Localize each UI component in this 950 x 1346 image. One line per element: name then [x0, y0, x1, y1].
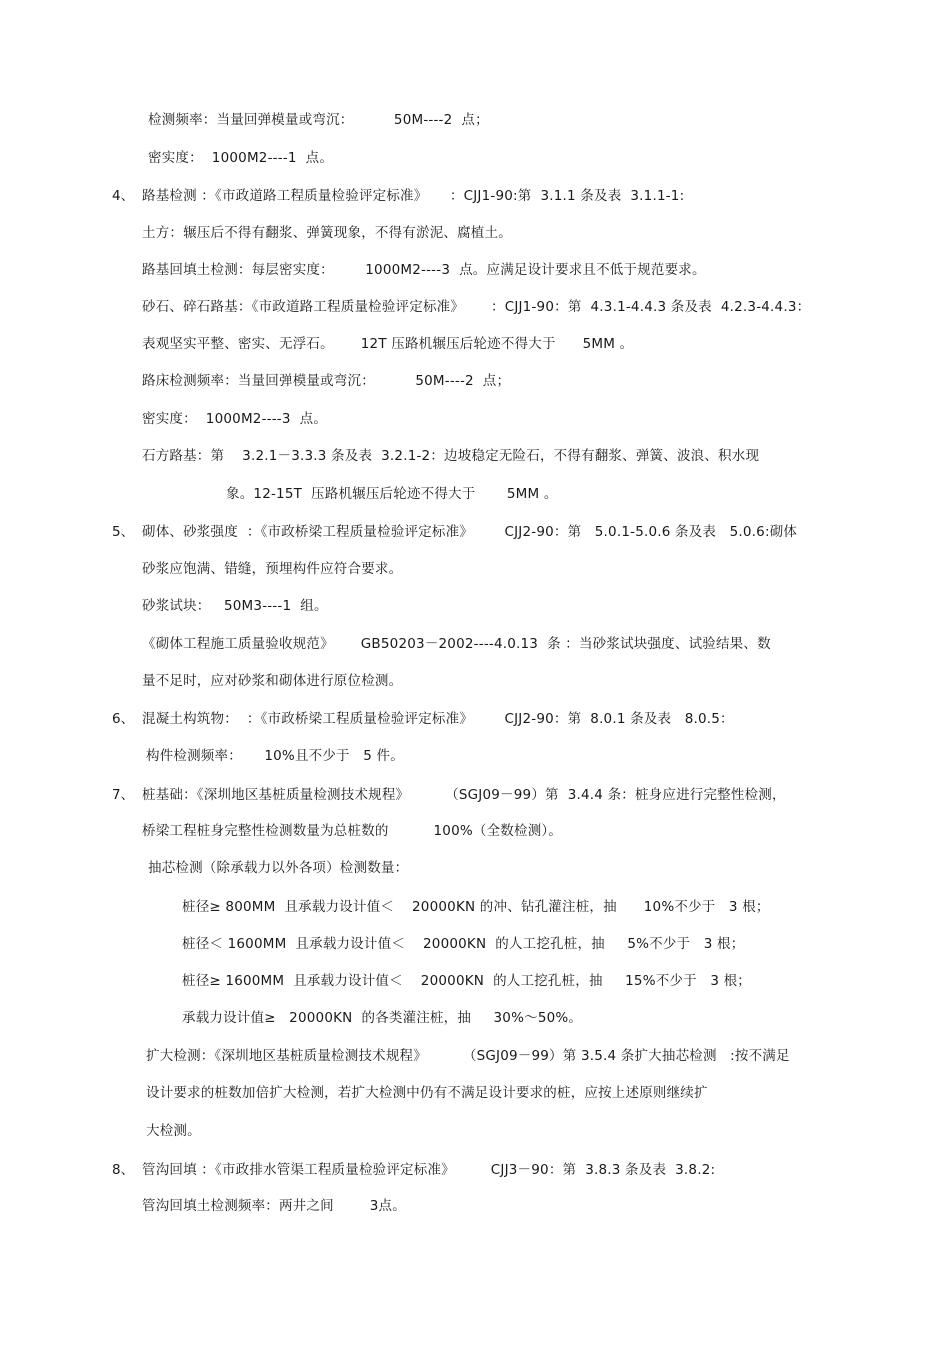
text-line: 密实度： 1000M2----1 点。	[148, 150, 334, 166]
text-line: 抽芯检测（除承载力以外各项）检测数量：	[148, 860, 409, 876]
text-line: 砌体、砂浆强度 ：《市政桥梁工程质量检验评定标准》 CJJ2-90：第 5.0.1-5.0.6 条及表 5.0.6:砌体	[142, 524, 798, 540]
text-line: 混凝土构筑物： ：《市政桥梁工程质量检验评定标准》 CJJ2-90：第 8.0.1 条及表 8.0.5：	[142, 711, 734, 727]
text-line: 设计要求的桩数加倍扩大检测，若扩大检测中仍有不满足设计要求的桩，应按上述原则继续扩	[146, 1085, 708, 1101]
item-number: 4、	[112, 188, 135, 204]
text-line: 构件检测频率： 10%且不少于 5 件。	[146, 748, 404, 764]
item-number: 7、	[112, 787, 135, 803]
text-line: 砂石、碎石路基：《市政道路工程质量检验评定标准》 ：CJJ1-90：第 4.3.1-4.4.3 条及表 4.2.3-4.4.3：	[142, 299, 811, 315]
text-line: 扩大检测：《深圳地区基桩质量检测技术规程》 （SGJ09－99）第 3.5.4 条扩大抽芯检测 :按不满足	[146, 1048, 790, 1064]
text-line: 土方：辗压后不得有翻浆、弹簧现象，不得有淤泥、腐植土。	[142, 225, 512, 241]
text-line: 量不足时，应对砂浆和砌体进行原位检测。	[142, 673, 403, 689]
text-line: 管沟回填 ：《市政排水管渠工程质量检验评定标准》 CJJ3－90：第 3.8.3 条及表 3.8.2:	[142, 1162, 716, 1178]
item-number: 8、	[112, 1162, 135, 1178]
text-line: 砂浆应饱满、错缝，预埋构件应符合要求。	[142, 561, 403, 577]
text-line: 象。12-15T 压路机辗压后轮迹不得大于 5MM 。	[226, 486, 558, 502]
text-line: 密实度： 1000M2----3 点。	[142, 411, 328, 427]
text-line: 路基回填土检测：每层密实度： 1000M2----3 点。应满足设计要求且不低于规范要求。	[142, 262, 706, 278]
text-line: 砂浆试块： 50M3----1 组。	[142, 598, 328, 614]
item-number: 5、	[112, 524, 135, 540]
text-line: 大检测。	[146, 1123, 201, 1139]
text-line: 检测频率：当量回弹模量或弯沉： 50M----2 点；	[148, 112, 489, 128]
text-line: 桩径≥ 800MM 且承载力设计值＜ 20000KN 的冲、钻孔灌注桩，抽 10%不少于 3 根；	[182, 899, 770, 915]
item-number: 6、	[112, 711, 135, 727]
text-line: 管沟回填土检测频率：两井之间 3点。	[142, 1198, 406, 1214]
text-line: 桥梁工程桩身完整性检测数量为总桩数的 100%（全数检测）。	[142, 823, 563, 839]
text-line: 表观坚实平整、密实、无浮石。 12T 压路机辗压后轮迹不得大于 5MM 。	[142, 336, 634, 352]
text-line: 桩径＜ 1600MM 且承载力设计值＜ 20000KN 的人工挖孔桩，抽 5%不少于 3 根；	[182, 936, 745, 952]
text-line: 桩径≥ 1600MM 且承载力设计值＜ 20000KN 的人工挖孔桩，抽 15%不少于 3 根；	[182, 973, 751, 989]
text-line: 石方路基：第 3.2.1－3.3.3 条及表 3.2.1-2：边坡稳定无险石，不得有翻浆、弹簧、波浪、积水现	[142, 448, 760, 464]
text-line: 路床检测频率：当量回弹模量或弯沉： 50M----2 点；	[142, 373, 511, 389]
text-line: 承载力设计值≥ 20000KN 的各类灌注桩，抽 30%～50%。	[182, 1010, 583, 1026]
text-line: 路基检测 ：《市政道路工程质量检验评定标准》 ：CJJ1-90:第 3.1.1 条及表 3.1.1-1:	[142, 188, 685, 204]
text-line: 《砌体工程施工质量验收规范》 GB50203－2002----4.0.13 条 ：当砂浆试块强度、试验结果、数	[142, 636, 771, 652]
text-line: 桩基础：《深圳地区基桩质量检测技术规程》 （SGJ09－99）第 3.4.4 条：桩身应进行完整性检测，	[142, 787, 786, 803]
